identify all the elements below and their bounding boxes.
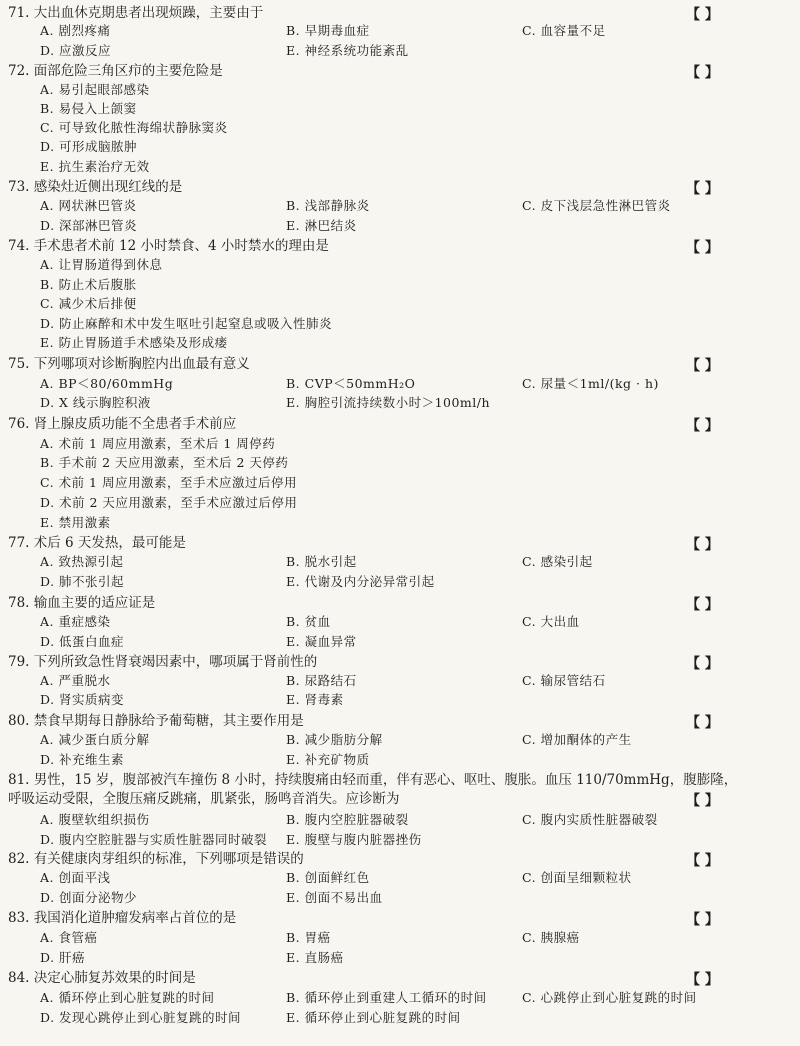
question-stem: 71. 大出血休克期患者出现烦躁，主要由于	[8, 5, 264, 21]
answer-bracket: 【 】	[686, 715, 719, 731]
option-a: A. 让胃肠道得到休息	[40, 257, 163, 272]
option-c: C. 胰腺癌	[522, 930, 580, 945]
option-d: D. 腹内空腔脏器与实质性脏器同时破裂	[40, 832, 268, 847]
question-stem: 74. 手术患者术前 12 小时禁食、4 小时禁水的理由是	[8, 238, 329, 254]
answer-bracket: 【 】	[686, 181, 719, 197]
question-stem: 79. 下列所致急性肾衰竭因素中，哪项属于肾前性的	[8, 654, 318, 670]
answer-bracket: 【 】	[686, 597, 719, 613]
option-a: A. 术前 1 周应用激素，至术后 1 周停药	[40, 436, 276, 451]
option-d: D. 肝癌	[40, 950, 86, 965]
option-b: B. 尿路结石	[286, 673, 357, 688]
option-b: B. 胃癌	[286, 930, 331, 945]
answer-bracket: 【 】	[686, 65, 719, 81]
option-e: E. 神经系统功能紊乱	[286, 43, 409, 58]
answer-bracket: 【 】	[686, 358, 719, 374]
option-b: B. 贫血	[286, 614, 331, 629]
option-a: A. 易引起眼部感染	[40, 82, 150, 97]
option-e: E. 防止胃肠道手术感染及形成瘘	[40, 335, 228, 350]
question-stem: 78. 输血主要的适应证是	[8, 595, 156, 611]
option-e: E. 肾毒素	[286, 692, 344, 707]
option-d: D. 发现心跳停止到心脏复跳的时间	[40, 1010, 242, 1025]
option-c: C. 尿量＜1ml/(kg · h)	[522, 376, 659, 391]
answer-bracket: 【 】	[686, 537, 719, 553]
option-e: E. 腹壁与腹内脏器挫伤	[286, 832, 422, 847]
option-d: D. 可形成脑脓肿	[40, 139, 138, 154]
option-b: B. 循环停止到重建人工循环的时间	[286, 990, 487, 1005]
option-e: E. 直肠癌	[286, 950, 344, 965]
option-c: C. 术前 1 周应用激素，至手术应激过后停用	[40, 475, 297, 490]
option-e: E. 抗生素治疗无效	[40, 159, 150, 174]
option-b: B. 易侵入上颌窦	[40, 101, 137, 116]
option-d: D. 肾实质病变	[40, 692, 125, 707]
question-stem: 73. 感染灶近侧出现红线的是	[8, 179, 183, 195]
option-b: B. 早期毒血症	[286, 23, 370, 38]
answer-bracket: 【 】	[686, 912, 719, 928]
answer-bracket: 【 】	[686, 240, 719, 256]
option-c: C. 心跳停止到心脏复跳的时间	[522, 990, 697, 1005]
option-d: D. 深部淋巴管炎	[40, 218, 138, 233]
option-e: E. 凝血异常	[286, 634, 357, 649]
option-b: B. 防止术后腹胀	[40, 277, 137, 292]
option-d: D. 补充维生素	[40, 752, 125, 767]
option-a: A. 腹壁软组织损伤	[40, 812, 150, 827]
option-b: B. 减少脂肪分解	[286, 732, 383, 747]
question-stem: 83. 我国消化道肿瘤发病率占首位的是	[8, 910, 237, 926]
option-d: D. 创面分泌物少	[40, 890, 138, 905]
option-d: D. 应激反应	[40, 43, 112, 58]
option-c: C. 大出血	[522, 614, 580, 629]
option-a: A. 网状淋巴管炎	[40, 198, 137, 213]
option-a: A. 减少蛋白质分解	[40, 732, 150, 747]
question-stem: 82. 有关健康肉芽组织的标准，下列哪项是错误的	[8, 851, 304, 867]
answer-bracket: 【 】	[686, 7, 719, 23]
option-c: C. 减少术后排便	[40, 296, 137, 311]
option-e: E. 胸腔引流持续数小时＞100ml/h	[286, 395, 491, 410]
option-c: C. 可导致化脓性海绵状静脉窦炎	[40, 120, 228, 135]
option-b: B. 脱水引起	[286, 554, 357, 569]
answer-bracket: 【 】	[686, 853, 719, 869]
option-d: D. 低蛋白血症	[40, 634, 125, 649]
option-a: A. 创面平浅	[40, 870, 111, 885]
question-stem: 72. 面部危险三角区疖的主要危险是	[8, 63, 223, 79]
option-c: C. 皮下浅层急性淋巴管炎	[522, 198, 671, 213]
option-e: E. 补充矿物质	[286, 752, 370, 767]
option-e: E. 淋巴结炎	[286, 218, 357, 233]
option-d: D. 防止麻醉和术中发生呕吐引起窒息或吸入性肺炎	[40, 316, 333, 331]
question-stem: 77. 术后 6 天发热，最可能是	[8, 535, 186, 551]
option-a: A. 循环停止到心脏复跳的时间	[40, 990, 215, 1005]
question-stem: 76. 肾上腺皮质功能不全患者手术前应	[8, 416, 237, 432]
question-stem: 80. 禁食早期每日静脉给予葡萄糖，其主要作用是	[8, 713, 304, 729]
option-b: B. 创面鲜红色	[286, 870, 370, 885]
question-stem-continued: 呼吸运动受限，全腹压痛反跳痛，肌紧张，肠鸣音消失。应诊断为	[8, 791, 400, 807]
answer-bracket: 【 】	[686, 972, 719, 988]
option-d: D. 肺不张引起	[40, 574, 125, 589]
option-b: B. 浅部静脉炎	[286, 198, 370, 213]
option-c: C. 腹内实质性脏器破裂	[522, 812, 658, 827]
answer-bracket: 【 】	[686, 418, 719, 434]
option-c: C. 感染引起	[522, 554, 593, 569]
option-a: A. 剧烈疼痛	[40, 23, 111, 38]
option-a: A. BP＜80/60mmHg	[40, 376, 174, 391]
question-stem: 81. 男性，15 岁，腹部被汽车撞伤 8 小时，持续腹痛由轻而重，伴有恶心、呕吐、腹胀。血压 110/70mmHg，腹膨隆，	[8, 772, 738, 788]
option-e: E. 创面不易出血	[286, 890, 383, 905]
option-b: B. 腹内空腔脏器破裂	[286, 812, 409, 827]
option-a: A. 致热源引起	[40, 554, 124, 569]
option-c: C. 输尿管结石	[522, 673, 606, 688]
option-c: C. 增加酮体的产生	[522, 732, 632, 747]
answer-bracket: 【 】	[686, 656, 719, 672]
answer-bracket: 【 】	[686, 793, 719, 809]
option-d: D. X 线示胸腔积液	[40, 395, 151, 410]
option-e: E. 禁用激素	[40, 515, 111, 530]
option-a: A. 严重脱水	[40, 673, 111, 688]
question-stem: 84. 决定心肺复苏效果的时间是	[8, 970, 196, 986]
option-b: B. CVP＜50mmH₂O	[286, 376, 416, 391]
option-b: B. 手术前 2 天应用激素，至术后 2 天停药	[40, 455, 289, 470]
option-a: A. 食管癌	[40, 930, 98, 945]
option-a: A. 重症感染	[40, 614, 111, 629]
option-e: E. 代谢及内分泌异常引起	[286, 574, 435, 589]
option-c: C. 血容量不足	[522, 23, 606, 38]
option-d: D. 术前 2 天应用激素，至手术应激过后停用	[40, 495, 298, 510]
question-stem: 75. 下列哪项对诊断胸腔内出血最有意义	[8, 356, 250, 372]
option-c: C. 创面呈细颗粒状	[522, 870, 632, 885]
option-e: E. 循环停止到心脏复跳的时间	[286, 1010, 461, 1025]
